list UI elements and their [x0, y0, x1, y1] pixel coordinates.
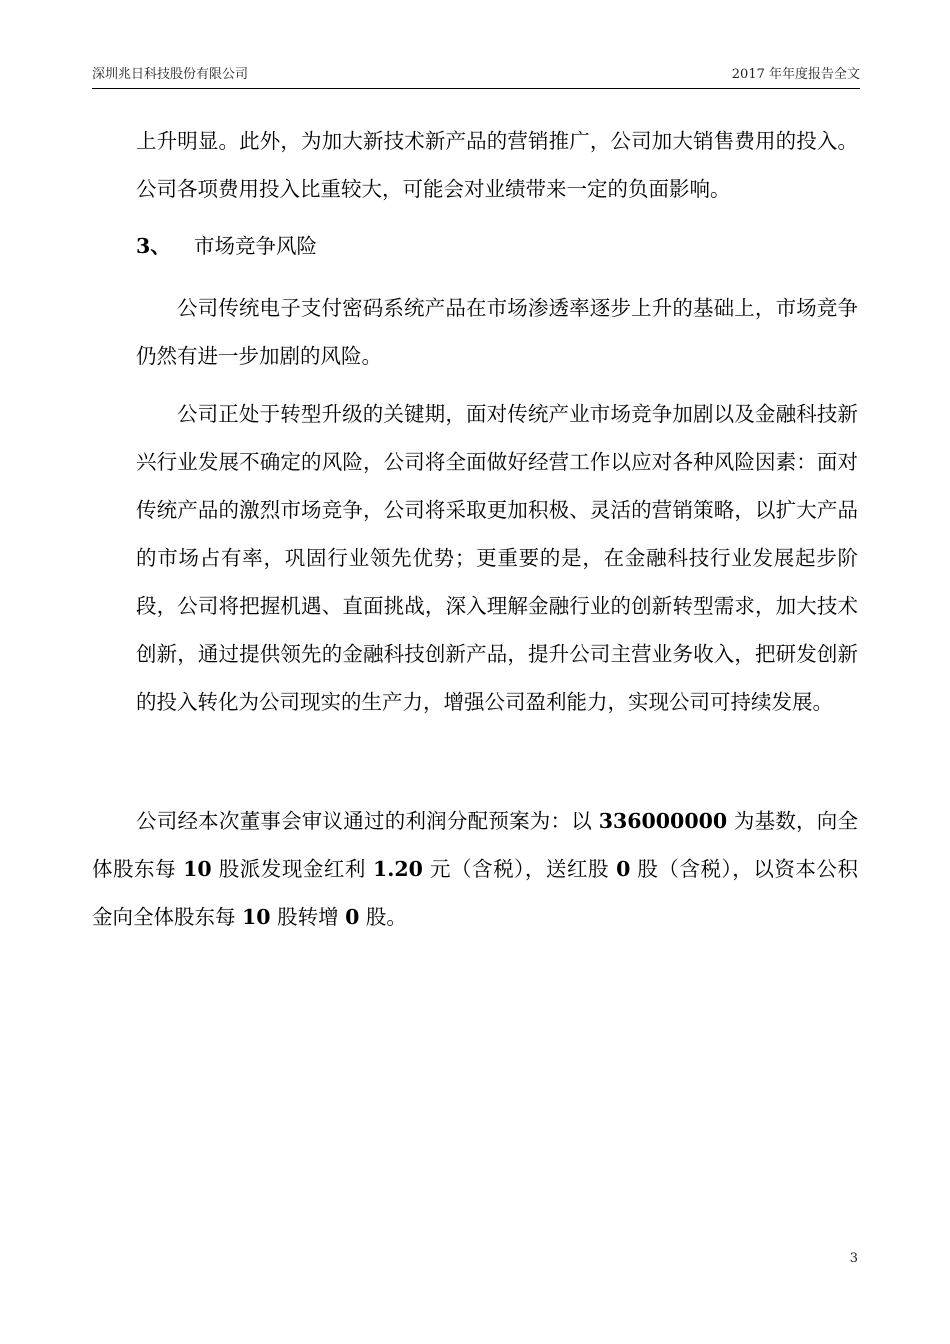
- page-header: [92, 62, 860, 89]
- page-number: 3: [849, 1251, 858, 1266]
- paragraph-expense-continuation: 上升明显。此外，为加大新技术新产品的营销推广，公司加大销售费用的投入。公司各项费用投入比重较大，可能会对业绩带来一定的负面影响。: [136, 129, 858, 201]
- header-report-title: 2017 年年度报告全文: [731, 67, 860, 82]
- dividend-bonus-shares: 0: [616, 857, 631, 881]
- dividend-text-2: 为基数，向全体股东每: [92, 809, 858, 881]
- section-title: 市场竞争风险: [194, 234, 317, 258]
- dividend-text-6: 股转增: [270, 905, 346, 929]
- dividend-text-4: 元（含税），送红股: [422, 857, 617, 881]
- paragraph-market-risk: 公司传统电子支付密码系统产品在市场渗透率逐步上升的基础上，市场竞争仍然有进一步加剧的风险。: [136, 296, 858, 368]
- section-heading: [136, 222, 317, 270]
- dividend-converted-shares: 0: [345, 905, 360, 929]
- dividend-per-shares: 10: [183, 857, 212, 881]
- section-number: 3、: [136, 234, 171, 258]
- header-company-name: 深圳兆日科技股份有限公司: [92, 67, 249, 82]
- dividend-base-shares: 336000000: [598, 809, 728, 833]
- dividend-text-7: 股。: [359, 905, 407, 929]
- dividend-cash-amount: 1.20: [373, 857, 423, 881]
- paragraph-strategy: 公司正处于转型升级的关键期，面对传统产业市场竞争加剧以及金融科技新兴行业发展不确定的风险，公司将全面做好经营工作以应对各种风险因素：面对传统产品的激烈市场竞争，公司将采取更加积极、灵活的营销策略，以扩大产品的市场占有率，巩固行业领先优势；更重要的是，在金融科技行业发展起步阶段，公司将把握机遇、直面挑战，深入理解金融行业的创新转型需求，加大技术创新，通过提供领先的金融科技创新产品，提升公司主营业务收入，把研发创新的投入转化为公司现实的生产力，增强公司盈利能力，实现公司可持续发展。: [136, 402, 858, 714]
- dividend-text-5: 股（含税），以资本公积金向全体股东每: [92, 857, 858, 929]
- dividend-text-3: 股派发现金红利: [211, 857, 374, 881]
- dividend-per-shares-2: 10: [242, 905, 271, 929]
- paragraph-dividend-plan: [92, 797, 858, 941]
- dividend-text-1: 公司经本次董事会审议通过的利润分配预案为：以: [136, 809, 599, 833]
